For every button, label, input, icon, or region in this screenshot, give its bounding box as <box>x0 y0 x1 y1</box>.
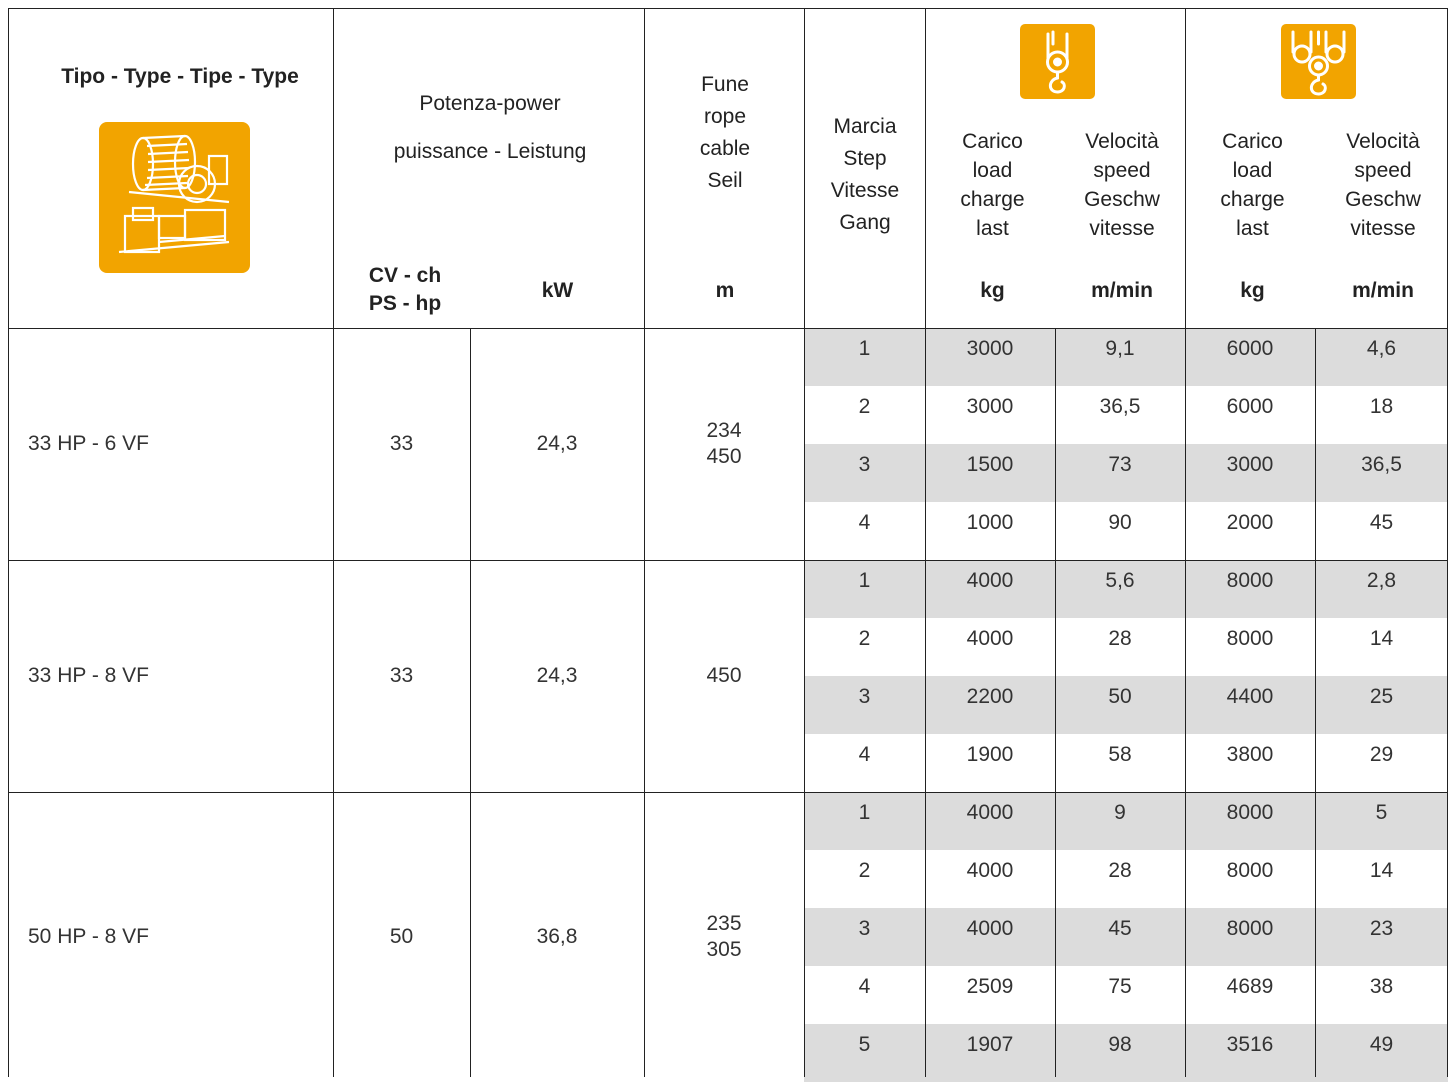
step-cell: 5 <box>858 1033 871 1056</box>
speed-single-cell: 9,1 <box>1105 337 1135 360</box>
speed-double-cell: 5 <box>1375 801 1388 824</box>
speed-double-cell: 49 <box>1369 1033 1394 1056</box>
step-cell: 1 <box>858 801 871 824</box>
rope-length-cell <box>644 560 804 792</box>
grid-vline <box>8 8 9 1077</box>
header-load-unit-1: kg <box>980 279 1005 302</box>
load-double-cell: 6000 <box>1226 337 1274 360</box>
header-speed-2: Velocità speed Geschw vitesse <box>1345 130 1421 240</box>
step-cell: 2 <box>858 627 871 650</box>
speed-double-cell: 29 <box>1369 743 1394 766</box>
winch-icon-box <box>99 122 250 273</box>
rope-length-value: 450 <box>706 445 742 468</box>
grid-vline <box>333 8 334 1077</box>
load-single-cell: 1000 <box>966 511 1014 534</box>
grid-vline <box>1055 328 1056 1077</box>
speed-double-cell: 2,8 <box>1366 569 1397 592</box>
speed-single-cell: 9 <box>1114 801 1126 824</box>
speed-single-cell: 45 <box>1108 917 1132 940</box>
speed-single-cell: 90 <box>1108 511 1132 534</box>
speed-single-cell: 36,5 <box>1099 395 1141 418</box>
grid-hline <box>8 8 1448 9</box>
winch-icon <box>99 122 250 273</box>
load-single-cell: 4000 <box>966 917 1014 940</box>
load-single-cell: 4000 <box>966 801 1014 824</box>
grid-vline <box>804 8 805 1077</box>
speed-single-cell: 28 <box>1108 859 1132 882</box>
load-double-cell: 8000 <box>1226 859 1274 882</box>
step-cell: 3 <box>858 453 871 476</box>
rope-length-value: 450 <box>706 664 742 687</box>
step-cell: 1 <box>858 569 871 592</box>
step-cell: 1 <box>858 337 871 360</box>
speed-single-cell: 75 <box>1108 975 1132 998</box>
step-cell: 3 <box>858 685 871 708</box>
speed-double-cell: 14 <box>1369 627 1394 650</box>
speed-single-cell: 73 <box>1108 453 1132 476</box>
load-single-cell: 2200 <box>966 685 1014 708</box>
speed-double-cell: 38 <box>1369 975 1394 998</box>
load-double-cell: 3800 <box>1226 743 1274 766</box>
grid-vline <box>1185 8 1186 1077</box>
power-cv-cell: 33 <box>389 432 414 455</box>
header-load-1: Carico load charge last <box>960 130 1025 240</box>
load-double-cell: 8000 <box>1226 917 1274 940</box>
speed-single-cell: 50 <box>1108 685 1132 708</box>
grid-hline <box>8 560 1448 561</box>
header-load-2: Carico load charge last <box>1220 130 1285 240</box>
load-single-cell: 4000 <box>966 859 1014 882</box>
load-single-cell: 1907 <box>966 1033 1014 1056</box>
load-double-cell: 8000 <box>1226 801 1274 824</box>
load-double-cell: 8000 <box>1226 569 1274 592</box>
grid-hline <box>8 328 1448 329</box>
header-rope: Fune rope cable Seil <box>699 73 751 192</box>
speed-single-cell: 98 <box>1108 1033 1132 1056</box>
header-cv: CV - ch PS - hp <box>368 264 442 315</box>
speed-double-cell: 14 <box>1369 859 1394 882</box>
grid-hline <box>8 792 1448 793</box>
header-load-unit-2: kg <box>1240 279 1265 302</box>
load-double-cell: 3000 <box>1226 453 1274 476</box>
header-speed-unit-2: m/min <box>1352 279 1414 302</box>
load-double-cell: 4400 <box>1226 685 1274 708</box>
load-single-cell: 1500 <box>966 453 1014 476</box>
power-cv-cell: 50 <box>389 925 414 948</box>
rope-length-cell <box>644 792 804 1082</box>
model-type-cell: 33 HP - 6 VF <box>28 432 149 455</box>
rope-length-value: 235 <box>706 912 742 935</box>
power-kw-cell: 36,8 <box>536 925 578 948</box>
grid-vline <box>1315 328 1316 1077</box>
grid-vline <box>925 8 926 1077</box>
speed-double-cell: 4,6 <box>1366 337 1397 360</box>
step-cell: 4 <box>858 511 871 534</box>
load-single-cell: 4000 <box>966 627 1014 650</box>
load-double-cell: 3516 <box>1226 1033 1274 1056</box>
header-rope-unit: m <box>715 279 735 302</box>
speed-double-cell: 23 <box>1369 917 1394 940</box>
load-double-cell: 8000 <box>1226 627 1274 650</box>
power-kw-cell: 24,3 <box>536 432 578 455</box>
load-single-cell: 3000 <box>966 337 1014 360</box>
load-double-cell: 4689 <box>1226 975 1274 998</box>
single-fall-hook-icon-box <box>1020 24 1095 99</box>
header-speed-1: Velocità speed Geschw vitesse <box>1084 130 1160 240</box>
power-cv-cell: 33 <box>389 664 414 687</box>
power-kw-cell: 24,3 <box>536 664 578 687</box>
load-double-cell: 2000 <box>1226 511 1274 534</box>
grid-vline <box>470 328 471 1077</box>
rope-length-value: 234 <box>706 419 742 442</box>
header-power: Potenza-power puissance - Leistung <box>393 92 587 163</box>
double-fall-hook-icon <box>1281 24 1356 99</box>
speed-double-cell: 36,5 <box>1361 453 1402 476</box>
speed-single-cell: 28 <box>1108 627 1132 650</box>
load-single-cell: 1900 <box>966 743 1014 766</box>
speed-double-cell: 25 <box>1369 685 1394 708</box>
step-cell: 4 <box>858 743 871 766</box>
speed-double-cell: 45 <box>1369 511 1394 534</box>
speed-double-cell: 18 <box>1369 395 1394 418</box>
load-single-cell: 4000 <box>966 569 1014 592</box>
speed-single-cell: 58 <box>1108 743 1132 766</box>
step-cell: 2 <box>858 859 871 882</box>
model-type-cell: 33 HP - 8 VF <box>28 664 149 687</box>
model-type-cell: 50 HP - 8 VF <box>28 925 149 948</box>
single-fall-hook-icon <box>1020 24 1095 99</box>
header-type: Tipo - Type - Tipe - Type <box>61 65 299 88</box>
header-kw: kW <box>541 279 574 302</box>
speed-single-cell: 5,6 <box>1105 569 1135 592</box>
load-single-cell: 2509 <box>966 975 1014 998</box>
step-cell: 3 <box>858 917 871 940</box>
rope-length-cell <box>644 328 804 560</box>
rope-length-value: 305 <box>706 938 742 961</box>
step-cell: 2 <box>858 395 871 418</box>
step-cell: 4 <box>858 975 871 998</box>
double-fall-hook-icon-box <box>1281 24 1356 99</box>
grid-vline <box>644 8 645 1077</box>
load-double-cell: 6000 <box>1226 395 1274 418</box>
header-speed-unit-1: m/min <box>1091 279 1153 302</box>
load-single-cell: 3000 <box>966 395 1014 418</box>
header-step: Marcia Step Vitesse Gang <box>830 115 900 234</box>
